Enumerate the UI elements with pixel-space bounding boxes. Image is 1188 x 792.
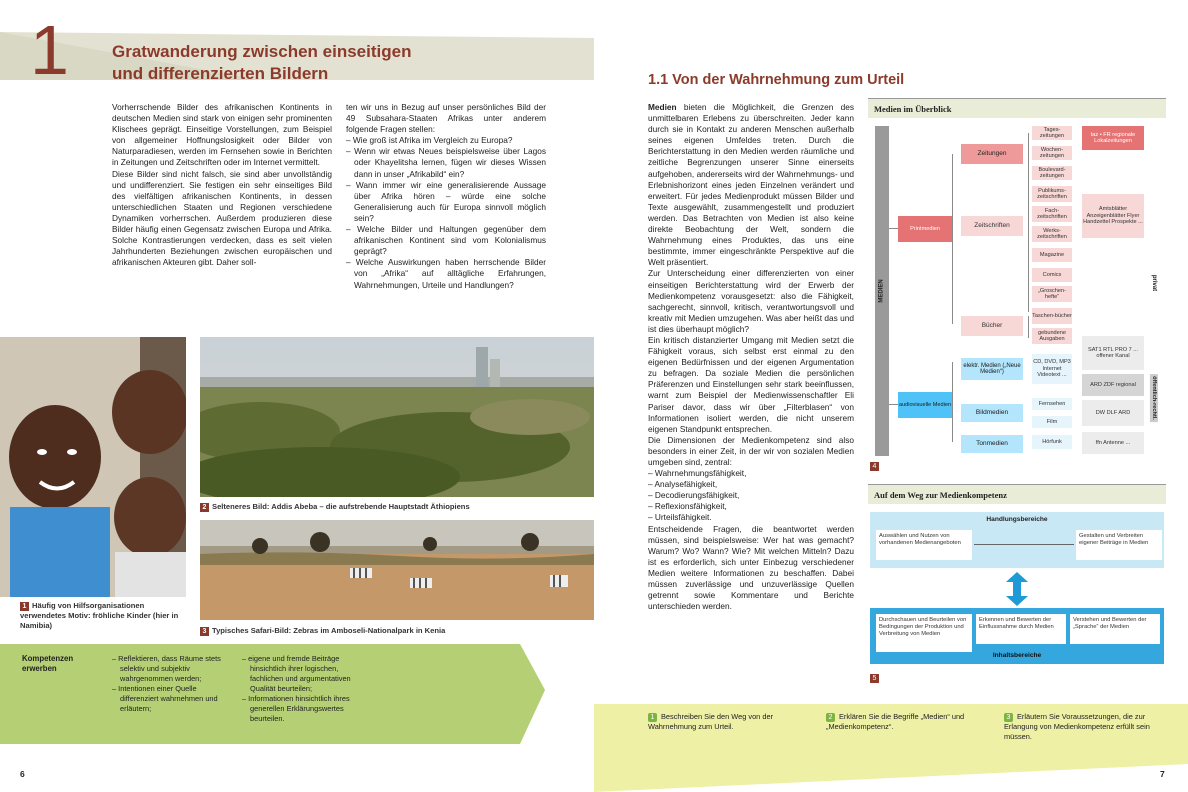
connector bbox=[1028, 186, 1029, 312]
zeitung-type: Wochen-zeitungen bbox=[1032, 146, 1072, 160]
buecher-node: Bücher bbox=[961, 316, 1023, 336]
connector bbox=[952, 362, 953, 442]
zeitungen-node: Zeitungen bbox=[961, 144, 1023, 164]
caption-text: Typisches Safari-Bild: Zebras im Amboseli-Nationalpark in Kenia bbox=[212, 626, 446, 635]
zeitschrift-type: Comics bbox=[1032, 268, 1072, 282]
kompetenz-box: Durchschauen und Beurteilen von Bedingungen der Produktion und Verbreitung von Medien bbox=[876, 614, 972, 652]
printmedien-node: Printmedien bbox=[898, 216, 952, 242]
kompetenzen-list bbox=[112, 654, 232, 714]
diagram-title: Medien im Überblick bbox=[868, 98, 1166, 118]
intro-column-2 bbox=[346, 102, 546, 291]
zeitschrift-type: Fach-zeitschriften bbox=[1032, 206, 1072, 222]
zeitung-examples: taz • FR regionale Lokalzeitungen bbox=[1082, 126, 1144, 150]
body-paragraph-1-text: bieten die Möglichkeit, die Grenzen des unmittelbaren Erlebens zu überschreiten. Jeder kann durch sie in Kontakt zu anderen Menschen außerhalb seines eigenen Umfeldes treten. Durch die Berichterstattung in den Medien werden räumliche und zeitliche Begrenzungen unserer Sinne einerseits aufgehoben, andererseits wird der Wahrnehmungs- und Erlebnishorizont eines jeden Einzelnen verändert und erweitert. Für jedes Medienprodukt müssen Bilder und Texte ausgewählt, zusammengestellt und produziert werden. Das Betrachten von Medien ist also keine direkte Beobachtung der Welt, sondern die Wahrnehmung eines Produktes, das uns eine bestimmte, immer eingeschränkte Perspektive auf die Welt präsentiert. bbox=[648, 102, 854, 268]
body-paragraph-3: Ein kritisch distanzierter Umgang mit Medien setzt die Fähigkeit voraus, sich selbst erst einmal zu den eigenen Bedürfnissen und der eigenen Argumentation zu befragen. Da soziale Medien die persönlichen Präferenzen und Einstellungen sehr stark beeinflussen, warnt zum Beispiel der Medienwissenschaftler Eli Pariser davor, dass wir über „Filterblasen“ von Informationen isoliert werden, die nicht unserem eigenen Standpunkt entsprechen. bbox=[648, 334, 854, 434]
competence-item: – Wahrnehmungsfähigkeit, bbox=[648, 468, 854, 479]
task-2 bbox=[826, 712, 986, 732]
zeitschrift-type: Publikums-zeitschriften bbox=[1032, 186, 1072, 202]
children-illustration bbox=[0, 337, 186, 597]
city-illustration bbox=[200, 337, 594, 497]
intro-col2-text: ten wir uns in Bezug auf unser persönliches Bild der 49 Subsahara-Staaten Afrikas unter anderem folgende Fragen stellen: bbox=[346, 102, 546, 135]
chapter-title-line1: Gratwanderung zwischen einseitigen bbox=[112, 42, 412, 61]
kompetenz-box: Erkennen und Bewerten der Einflussnahme durch Medien bbox=[976, 614, 1066, 644]
bild-type: Film bbox=[1032, 416, 1072, 428]
private-broadcasters: SAT1 RTL PRO 7 ... offener Kanal bbox=[1082, 336, 1144, 370]
connector bbox=[952, 154, 953, 324]
caption-text: Häufig von Hilfsorganisationen verwendetes Motiv: fröhliche Kinder (hier in Namibia) bbox=[20, 601, 179, 630]
task-number: 3 bbox=[1004, 713, 1013, 722]
diagram-number: 5 bbox=[870, 674, 879, 683]
dw-dlf-ard: DW DLF ARD bbox=[1082, 400, 1144, 426]
question-item: – Welche Auswirkungen haben herrschende Bilder von „Afrika“ auf alltägliche Erfahrungen, Wahrnehmungen, Urteile und Handlungen? bbox=[346, 257, 546, 290]
caption-number: 3 bbox=[200, 627, 209, 636]
task-number: 2 bbox=[826, 713, 835, 722]
caption-number: 2 bbox=[200, 503, 209, 512]
question-list bbox=[346, 135, 546, 290]
body-paragraph-5: Entscheidende Fragen, die beantwortet werden müssen, sind beispielsweise: Wer hat was gemacht? Warum? Wo? Wann? Wie? Mit welchen Mitteln? Dazu ist es erforderlich, sich unter Einbezug verschiedener Medien weitere Informationen zu beschaffen. Dabei müssen zuverlässige und unzuverlässige Quellen getrennt sowie Kommentare und Berichte unterschieden werden. bbox=[648, 523, 854, 612]
chapter-title bbox=[112, 41, 411, 85]
safari-illustration bbox=[200, 520, 594, 620]
question-item: – Wenn wir etwas Neues beispielsweise über Lagos oder Khayelitsha lernen, fügen wir dieses Wissen dann in unser „Afrikabild“ ein? bbox=[346, 146, 546, 179]
zeitschrift-type: Werks-zeitschriften bbox=[1032, 226, 1072, 242]
caption-1 bbox=[20, 601, 190, 631]
photo-addis-abeba bbox=[200, 337, 594, 497]
connector-arrow bbox=[974, 544, 1074, 545]
kompetenz-box: Verstehen und Bewerten der „Sprache“ der Medien bbox=[1070, 614, 1160, 644]
diagram-medienkompetenz bbox=[868, 484, 1166, 684]
kompetenz-box: Auswählen und Nutzen von vorhandenen Medienangeboten bbox=[876, 530, 972, 560]
kompetenz-item: – Informationen hinsichtlich ihres generellen Erklärungswertes beurteilen. bbox=[242, 694, 367, 724]
competence-item: – Analysefähigkeit, bbox=[648, 479, 854, 490]
competence-item: – Reflexionsfähigkeit, bbox=[648, 501, 854, 512]
handlungsbereiche-label: Handlungsbereiche bbox=[986, 516, 1048, 523]
double-arrow-icon bbox=[1004, 572, 1030, 606]
buch-type: Taschen-bücher bbox=[1032, 308, 1072, 324]
kompetenzen-list bbox=[242, 654, 367, 724]
body-paragraph-4: Die Dimensionen der Medienkompetenz sind also besonders in einer Zeit, in der wir von sozialen Medien umgeben sind, zentral: bbox=[648, 434, 854, 467]
zeitschriften-node: Zeitschriften bbox=[961, 216, 1023, 236]
kompetenz-item: – Reflektieren, dass Räume stets selektiv und subjektiv wahrgenommen werden; bbox=[112, 654, 232, 684]
question-item: – Wann immer wir eine generalisierende Aussage über Afrika hören – würde eine solche Generalisierung auch für Europa sinnvoll möglich sein? bbox=[346, 180, 546, 224]
bild-type: Fernsehen bbox=[1032, 398, 1072, 410]
handlungsbereiche-box bbox=[870, 512, 1164, 568]
task-number: 1 bbox=[648, 713, 657, 722]
page-number-right: 7 bbox=[1160, 769, 1165, 779]
kompetenzen-label: Kompetenzen erwerben bbox=[22, 654, 74, 673]
question-item: – Welche Bilder und Haltungen gegenüber dem afrikanischen Kontinent sind vom Kolonialismus geprägt? bbox=[346, 224, 546, 257]
ffn-antenne: ffn Antenne ... bbox=[1082, 432, 1144, 454]
medien-root bbox=[875, 126, 889, 456]
chapter-title-line2: und differenzierten Bildern bbox=[112, 64, 329, 83]
question-item: – Wie groß ist Afrika im Vergleich zu Europa? bbox=[346, 135, 546, 146]
diagram-medien-overview bbox=[868, 98, 1166, 470]
elektr-medien-node: elektr. Medien („Neue Medien“) bbox=[961, 358, 1023, 380]
zeitung-type: Tages-zeitungen bbox=[1032, 126, 1072, 140]
tonmedien-node: Tonmedien bbox=[961, 435, 1023, 453]
zeitung-type: Boulevard-zeitungen bbox=[1032, 166, 1072, 180]
caption-2 bbox=[200, 502, 594, 512]
task-text: Erklären Sie die Begriffe „Medien“ und „Medienkompetenz“. bbox=[826, 712, 965, 731]
caption-3 bbox=[200, 626, 594, 636]
task-text: Erläutern Sie Voraussetzungen, die zur Erlangung von Medienkompetenz erfüllt sein müssen. bbox=[1004, 712, 1150, 741]
photo-children bbox=[0, 337, 186, 597]
intro-column-1: Vorherrschende Bilder des afrikanischen Kontinents in deutschen Medien sind stark von einigen sehr prominenten Klischees geprägt. Einseitige Vorstellungen, zum Beispiel von allgemeiner Hoffnungslosigkeit oder Bilder von Naturparadiesen, werden im Fernsehen sowie in Berichten in Zeitungen und Zeitschriften oder im Internet vermittelt. Diese Bilder sind nicht falsch, sie sind aber unvollständig und undifferenziert. Sie festigen ein sehr einseitiges Bild des vielfältigen afrikanischen Kontinents, in dessen unterschiedlichen Staaten und Regionen verschiedene Dynamiken vorherrschen. Außerdem produzieren diese Bilder häufig einen Gegensatz zwischen Europa und Afrika. Solche Kontrastierungen verdecken, dass es seit vielen Jahrhunderten Beziehungen zwischen europäischen und afrikanischen Akteuren gibt. Daher soll- bbox=[112, 102, 332, 268]
section-body bbox=[648, 102, 854, 612]
kompetenzen-column-2 bbox=[242, 654, 367, 724]
caption-number: 1 bbox=[20, 602, 29, 611]
bildmedien-node: Bildmedien bbox=[961, 404, 1023, 422]
inhaltsbereiche-label: Inhaltsbereiche bbox=[992, 652, 1042, 659]
task-text: Beschreiben Sie den Weg von der Wahrnehmung zum Urteil. bbox=[648, 712, 774, 731]
diagram-title: Auf dem Weg zur Medienkompetenz bbox=[868, 484, 1166, 504]
privat-label: privat bbox=[1151, 274, 1158, 292]
kompetenzen-column-1 bbox=[112, 654, 232, 714]
elektr-types: CD, DVD, MP3 Internet Videotext ... bbox=[1032, 354, 1072, 384]
oeffentlich-label: öffentlich-rechtl. bbox=[1150, 376, 1157, 420]
zeitschrift-type: „Groschen-hefte“ bbox=[1032, 286, 1072, 302]
zeitschrift-type: Magazine bbox=[1032, 248, 1072, 262]
competence-list bbox=[648, 468, 854, 523]
competence-item: – Decodierungsfähigkeit, bbox=[648, 490, 854, 501]
buch-type: gebundene Ausgaben bbox=[1032, 328, 1072, 344]
zeitschrift-examples: Amtsblätter Anzeigenblätter Flyer Handzettel Prospekte ... bbox=[1082, 194, 1144, 238]
competence-item: – Urteilsfähigkeit. bbox=[648, 512, 854, 523]
ard-zdf: ARD ZDF regional bbox=[1082, 374, 1144, 396]
diagram-number: 4 bbox=[870, 462, 879, 471]
task-1 bbox=[648, 712, 808, 732]
caption-text: Selteneres Bild: Addis Abeba – die aufstrebende Hauptstadt Äthiopiens bbox=[212, 502, 470, 511]
section-title: 1.1 Von der Wahrnehmung zum Urteil bbox=[648, 72, 905, 88]
medien-root-label: MEDIEN bbox=[879, 279, 885, 303]
connector bbox=[1028, 316, 1029, 338]
audiovisuelle-node: audiovisuelle Medien bbox=[898, 392, 952, 418]
task-3 bbox=[1004, 712, 1168, 742]
body-paragraph-1 bbox=[648, 102, 854, 268]
kompetenz-item: – Intentionen einer Quelle differenziert wahrnehmen und erläutern; bbox=[112, 684, 232, 714]
photo-zebras bbox=[200, 520, 594, 620]
inhaltsbereiche-box bbox=[870, 608, 1164, 664]
kompetenz-item: – eigene und fremde Beiträge hinsichtlich ihrer logischen, fachlichen und argumentativen Qualität beurteilen; bbox=[242, 654, 367, 694]
medien-term: Medien bbox=[648, 102, 677, 112]
page-number-left: 6 bbox=[20, 769, 25, 779]
body-paragraph-2: Zur Unterscheidung einer differenzierten von einer einseitigen Berichterstattung wird der Erwerb der Medienkompetenz vorausgesetzt: also die Fähigkeit, sachgerecht, sinnvoll, kritisch, verantwortungsvoll und kreativ mit Medien umzugehen. Was aber heißt das und ist dies überhaupt möglich? bbox=[648, 268, 854, 334]
ton-type: Hörfunk bbox=[1032, 435, 1072, 449]
chapter-number: 1 bbox=[30, 11, 69, 89]
kompetenz-box: Gestalten und Verbreiten eigener Beiträge in Medien bbox=[1076, 530, 1162, 560]
